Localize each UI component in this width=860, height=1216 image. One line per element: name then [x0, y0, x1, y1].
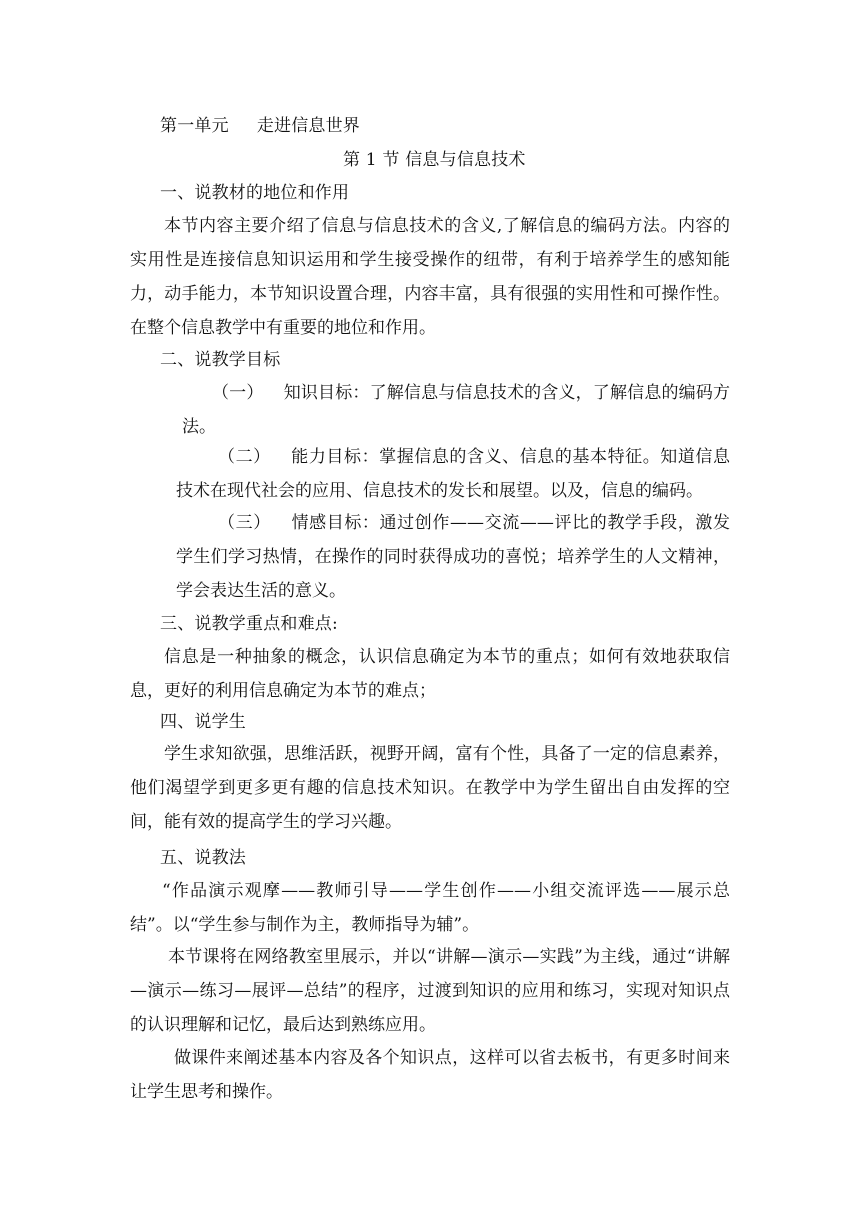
goal-1 [182, 376, 730, 444]
goal-3-number: （三） [218, 513, 271, 533]
goal-1-text: 知识目标：了解信息与信息技术的含义，了解信息的编码方法。 [182, 383, 731, 437]
goal-2-number: （二） [218, 447, 271, 467]
heading-4: 四、说学生 [160, 712, 246, 732]
unit-name: 走进信息世界 [256, 116, 361, 136]
goal-2-text: 能力目标：掌握信息的含义、信息的基本特征。知道信息技术在现代社会的应用、信息技术的发长和展望。以及，信息的编码。 [176, 447, 731, 501]
paragraph-1: 本节内容主要介绍了信息与信息技术的含义,了解信息的编码方法。内容的实用性是连接信息知识运用和学生接受操作的纽带，有利于培养学生的感知能力，动手能力，本节知识设置合理，内容丰富，具有很强的实用性和可操作性。在整个信息教学中有重要的地位和作用。 [130, 216, 730, 338]
paragraph-5b: 本节课将在网络教室里展示，并以“讲解—演示—实践”为主线，通过“讲解—演示—练习—展评—总结”的程序，过渡到知识的应用和练习，实现对知识点的认识理解和记忆，最后达到熟练应用。 [130, 947, 730, 1035]
paragraph-5c: 做课件来阐述基本内容及各个知识点，这样可以省去板书，有更多时间来让学生思考和操作。 [130, 1048, 730, 1102]
goal-1-number: （一） [212, 383, 264, 403]
goal-3 [176, 506, 730, 608]
goal-2 [176, 440, 730, 508]
paragraph-5a: “作品演示观摩——教师引导——学生创作——小组交流评选——展示总结”。以“学生参与制作为主，教师指导为辅”。 [130, 881, 730, 935]
heading-2: 二、说教学目标 [160, 350, 281, 370]
section-title: 第 1 节 信息与信息技术 [343, 150, 526, 170]
heading-3: 三、说教学重点和难点: [160, 614, 338, 634]
paragraph-3: 信息是一种抽象的概念，认识信息确定为本节的重点；如何有效地获取信息，更好的利用信息确定为本节的难点； [130, 647, 730, 701]
heading-1: 一、说教材的地位和作用 [160, 183, 350, 203]
paragraph-4: 学生求知欲强，思维活跃，视野开阔，富有个性，具备了一定的信息素养，他们渴望学到更多更有趣的信息技术知识。在教学中为学生留出自由发挥的空间，能有效的提高学生的学习兴趣。 [130, 744, 730, 832]
heading-5: 五、说教法 [160, 848, 246, 868]
unit-heading [160, 116, 360, 136]
goal-3-text: 情感目标：通过创作——交流——评比的教学手段，激发学生们学习热情，在操作的同时获得成功的喜悦；培养学生的人文精神，学会表达生活的意义。 [176, 513, 731, 601]
unit-title: 第一单元 [160, 116, 229, 136]
